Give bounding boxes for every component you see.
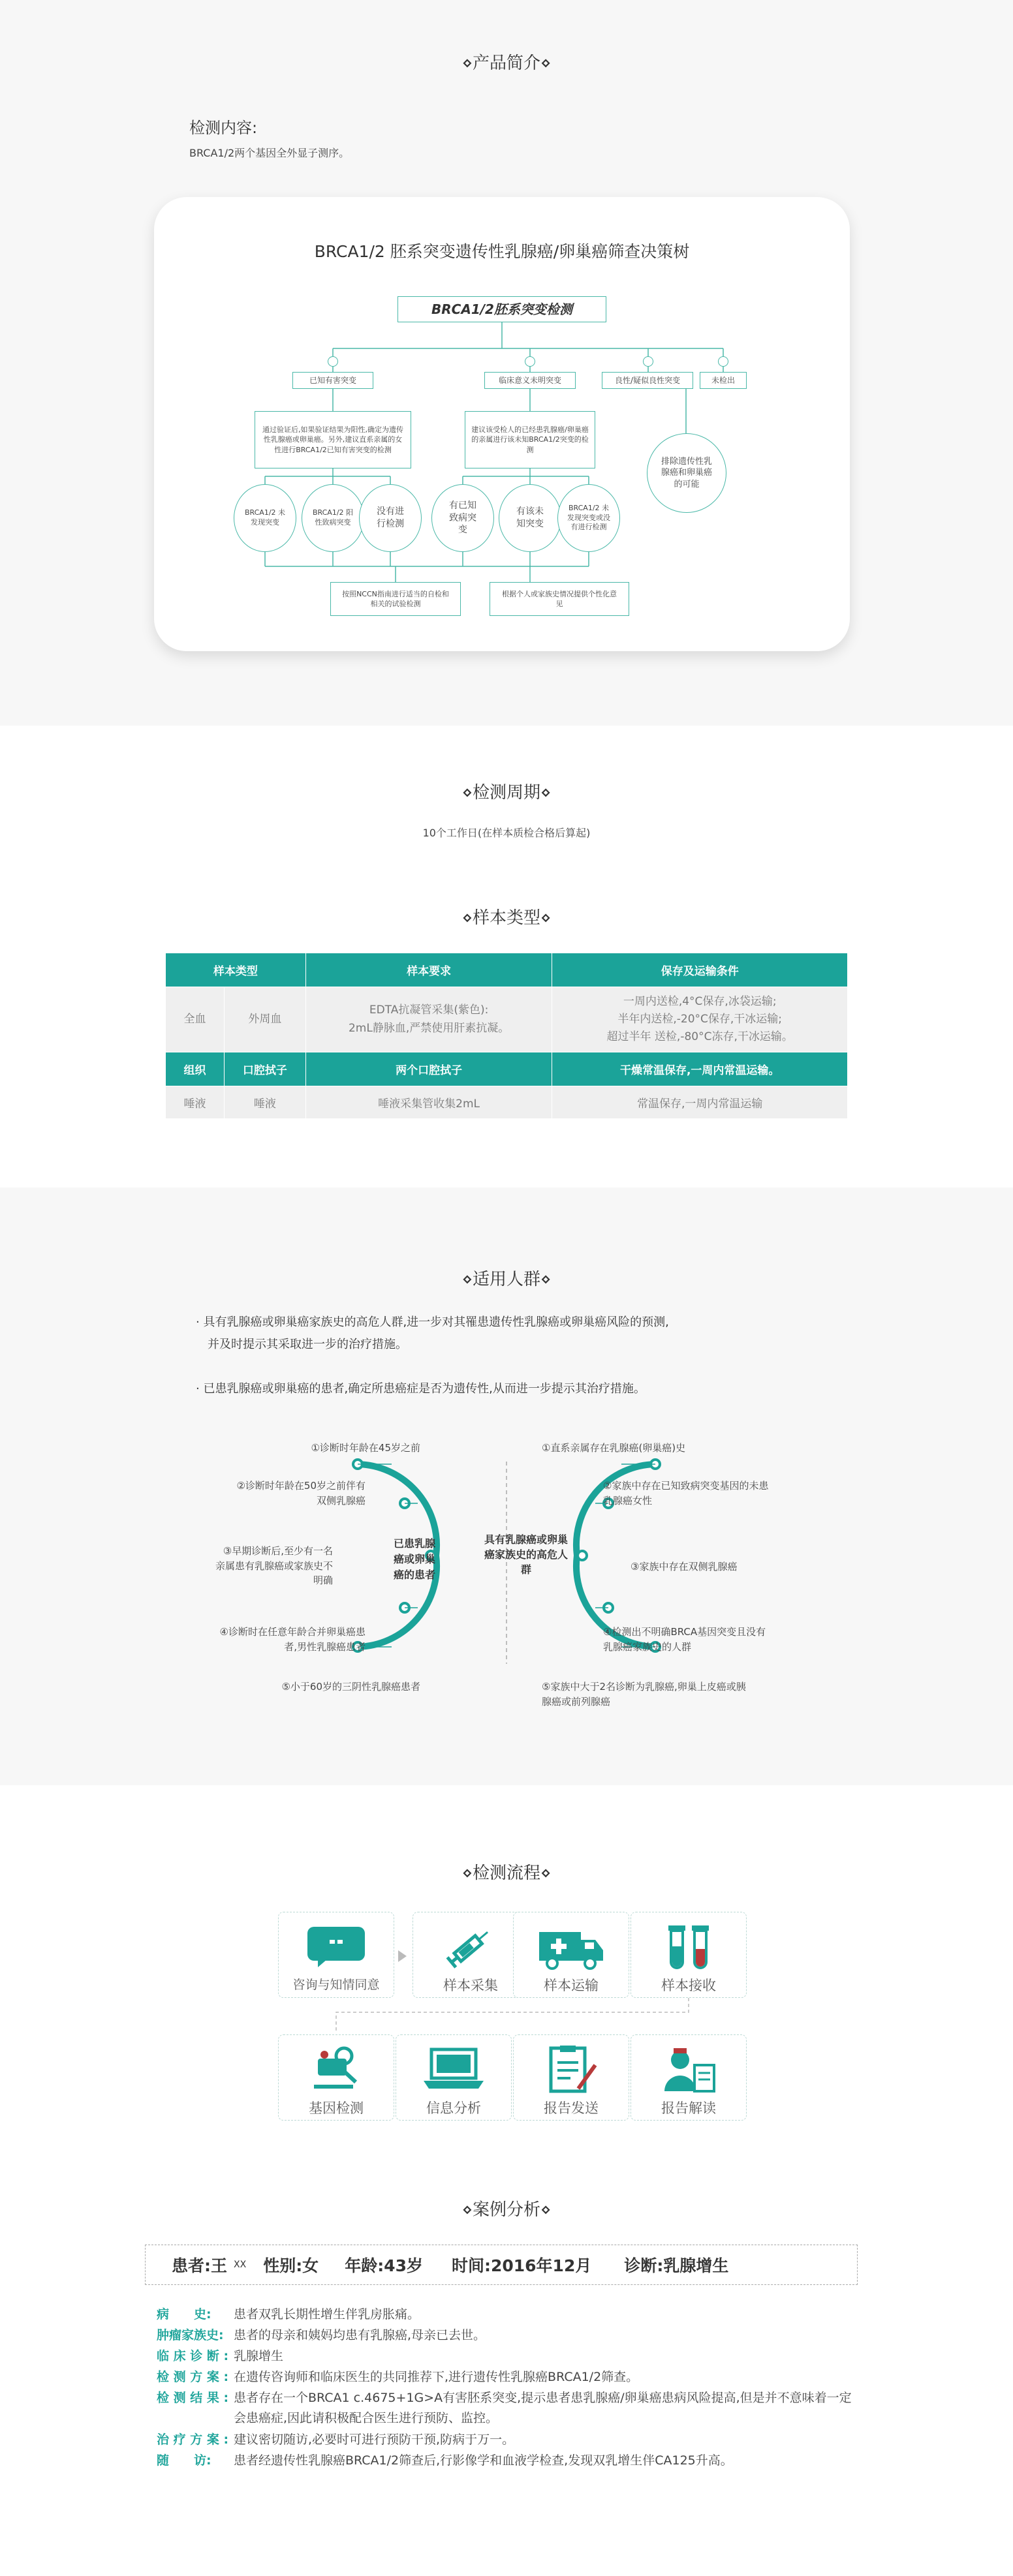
- sample-header-row: [166, 953, 848, 987]
- case-value: 患者的母亲和姨妈均患有乳腺癌,母亲已去世。: [234, 2328, 486, 2342]
- cond-line: 一周内送检,4°C保存,冰袋运输;: [623, 994, 777, 1008]
- right-item: ③家族中存在双侧乳腺癌: [631, 1561, 738, 1572]
- cell-storage: 常温保存,一周内常温运输: [552, 1086, 848, 1119]
- cell-requirement: 唾液采集管收集2mL: [305, 1086, 552, 1119]
- right-item: ④检测出不明确BRCA基因突变且没有乳腺癌家族史的人群: [603, 1626, 766, 1653]
- cell-type: 唾液: [166, 1086, 225, 1119]
- step-label: 样本接收: [661, 1978, 716, 1993]
- branch-known-harmful: 已知有害突变: [292, 372, 373, 389]
- period-text: 10个工作日(在样本质检合格后算起): [422, 827, 591, 839]
- step-label: 样本运输: [544, 1978, 599, 1993]
- sample-heading: ⋄样本类型⋄: [461, 908, 552, 928]
- step-label: 报告解读: [661, 2100, 716, 2116]
- tree-title: BRCA1/2 胚系突变遗传性乳腺癌/卵巢癌筛查决策树: [314, 242, 690, 261]
- branch-not-detected: 未检出: [700, 372, 747, 389]
- cell-subtype: 外周血: [224, 987, 305, 1052]
- case-value: 患者存在一个BRCA1 c.4675+1G>A有害胚系突变,提示患者患乳腺癌/卵巢癌患病风险提高,但是并不意味着一定会患癌症,因此请积极配合医生进行预防、监控。: [234, 2391, 852, 2426]
- chat-icon: [305, 1923, 367, 1969]
- product-intro-section: [0, 0, 1013, 726]
- tree-node-dot: [643, 356, 653, 367]
- case-key: 肿瘤家族史:: [157, 2328, 224, 2342]
- sample-header-row-2: [166, 1052, 848, 1086]
- bullet-1a: · 具有乳腺癌或卵巢癌家族史的高危人群,进一步对其罹患遗传性乳腺癌或卵巢癌风险的预测,: [196, 1315, 669, 1329]
- left-item: ③早期诊断后,至少有一名亲属患有乳腺癌或家族史不明确: [215, 1545, 334, 1586]
- case-value: 乳腺增生: [234, 2349, 284, 2363]
- left-item: ①诊断时年龄在45岁之前: [311, 1442, 420, 1454]
- step-label: 咨询与知情同意: [292, 1978, 380, 1992]
- population-heading: ⋄适用人群⋄: [461, 1270, 552, 1289]
- step-label: 报告发送: [544, 2100, 599, 2116]
- table-row: [166, 1086, 848, 1119]
- left-center-label: 已患乳腺癌或卵巢癌的患者: [393, 1537, 435, 1581]
- req-line: EDTA抗凝管采集(紫色):: [369, 1004, 489, 1017]
- patient-diagnosis: 诊断:乳腺增生: [624, 2256, 729, 2275]
- case-key: 临 床 诊 断 :: [157, 2349, 229, 2363]
- case-value: 在遗传咨询师和临床医生的共同推荐下,进行遗传性乳腺癌BRCA1/2筛查。: [234, 2370, 639, 2384]
- step-report-send: [513, 2034, 629, 2121]
- tree-circle-no-mutation: BRCA1/2 未发现突变: [234, 484, 296, 552]
- th-tissue: 组织: [166, 1052, 225, 1086]
- step-receive: [631, 1912, 747, 1998]
- step-consent: [278, 1912, 394, 1998]
- arrow-icon: [398, 1950, 407, 1962]
- tree-node-dot: [525, 356, 535, 367]
- right-center-label: 具有乳腺癌或卵巢癌家族史的高危人群: [484, 1533, 569, 1576]
- branch-benign: 良性/疑似良性突变: [602, 372, 693, 389]
- product-intro-heading: ⋄产品简介⋄: [461, 54, 552, 73]
- th-dry-storage: 干燥常温保存,一周内常温运输。: [552, 1052, 848, 1086]
- patient-time: 时间:2016年12月: [451, 2256, 592, 2275]
- note-exclude: 排除遗传性乳腺癌和卵巢癌的可能: [647, 433, 726, 513]
- case-key: 检 测 方 案 :: [157, 2370, 229, 2384]
- cond-line: 超过半年 送检,-80°C冻存,干冰运输。: [606, 1030, 793, 1044]
- case-key: 随 访:: [157, 2453, 211, 2468]
- case-key: 治 疗 方 案 :: [157, 2432, 229, 2447]
- tree-node-dot: [328, 356, 338, 367]
- step-report-interpret: [631, 2034, 747, 2121]
- cell-storage: [552, 987, 848, 1052]
- case-value: 患者经遗传性乳腺癌BRCA1/2筛查后,行影像学和血液学检查,发现双乳增生伴CA125升高。: [234, 2453, 733, 2468]
- left-item: ④诊断时在任意年龄合并卵巢癌患者,男性乳腺癌患者: [219, 1626, 366, 1653]
- tree-root: BRCA1/2胚系突变检测: [397, 296, 606, 322]
- decision-tree-card: [154, 197, 850, 651]
- step-gene-test: [278, 2034, 394, 2121]
- tree-circle-positive: BRCA1/2 阳性致病突变: [302, 484, 364, 552]
- cell-requirement: [305, 987, 552, 1052]
- period-heading: ⋄检测周期⋄: [461, 783, 552, 803]
- note-known-harmful: 通过验证后,如果验证结果为阳性,确定为遗传性乳腺癌或卵巢癌。另外,建议直系亲属的女性进行BRCA1/2已知有害突变的检测: [255, 411, 411, 468]
- population-diagram: [0, 1435, 1013, 1762]
- tree-circle-known: 有已知致病突变: [431, 484, 494, 552]
- report-icon: [542, 2046, 600, 2095]
- case-patient-bar: [145, 2245, 858, 2285]
- case-key: 检 测 结 果 :: [157, 2391, 229, 2405]
- case-heading: ⋄案例分析⋄: [461, 2200, 552, 2220]
- th-swab: 口腔拭子: [224, 1052, 305, 1086]
- bullet-1b: 并及时提示其采取进一步的治疗措施。: [208, 1338, 407, 1351]
- cell-type: 全血: [166, 987, 225, 1052]
- right-item: ①直系亲属存在乳腺癌(卵巢癌)史: [542, 1442, 686, 1454]
- th-storage: 保存及运输条件: [552, 953, 848, 987]
- left-item: ⑤小于60岁的三阴性乳腺癌患者: [281, 1681, 420, 1693]
- content-label: 检测内容:: [189, 119, 258, 137]
- content-text: BRCA1/2两个基因全外显子测序。: [189, 147, 350, 159]
- case-value: 患者双乳长期性增生伴乳房胀痛。: [234, 2307, 420, 2322]
- note-unknown: 建议该受检人的已经患乳腺癌/卵巢癌的亲属进行该未知BRCA1/2突变的检测: [465, 411, 595, 468]
- bullet-2: · 已患乳腺癌或卵巢癌的患者,确定所患癌症是否为遗传性,从而进一步提示其治疗措施。: [196, 1382, 646, 1396]
- process-connector: [0, 1997, 1013, 2036]
- th-two-swabs: 两个口腔拭子: [305, 1052, 552, 1086]
- tree-node-dot: [718, 356, 728, 367]
- patient-age: 年龄:43岁: [345, 2256, 423, 2275]
- step-transport: [513, 1912, 629, 1998]
- req-line: 2mL静脉血,严禁使用肝素抗凝。: [348, 1021, 510, 1035]
- patient-gender: 性别:女: [263, 2256, 319, 2275]
- tree-circle-not-tested: 没有进行检测: [359, 484, 422, 552]
- case-key: 病 史:: [157, 2307, 211, 2322]
- doctor-icon: [659, 2046, 718, 2095]
- patient-name: 患者:王: [172, 2256, 227, 2275]
- tree-circle-has-unknown: 有该未知突变: [499, 484, 561, 552]
- cell-subtype: 唾液: [224, 1086, 305, 1119]
- right-item: ②家族中存在已知致病突变基因的未患乳腺癌女性: [603, 1480, 769, 1507]
- step-label: 信息分析: [426, 2100, 481, 2116]
- microscope-icon: [305, 2046, 367, 2095]
- branch-unknown-significance: 临床意义未明突变: [484, 372, 576, 389]
- tree-circle-none: BRCA1/2 未发现突变或没有进行检测: [557, 484, 620, 552]
- case-value: 建议密切随访,必要时可进行预防干预,防病于万一。: [234, 2432, 515, 2447]
- step-sampling: [413, 1912, 529, 1998]
- population-section: [0, 1188, 1013, 1785]
- process-heading: ⋄检测流程⋄: [461, 1863, 552, 1883]
- bottom-personal: 根据个人或家族史情况提供个性化意见: [490, 582, 629, 616]
- left-item: ②诊断时年龄在50岁之前伴有双侧乳腺癌: [236, 1480, 366, 1507]
- th-sample-type: 样本类型: [166, 953, 306, 987]
- syringe-icon: [444, 1923, 497, 1970]
- patient-xx: XX: [234, 2260, 247, 2270]
- step-analysis: [396, 2034, 512, 2121]
- cond-line: 半年内送检,-20°C保存,干冰运输;: [617, 1012, 783, 1026]
- th-requirement: 样本要求: [305, 953, 552, 987]
- sample-table: [165, 953, 848, 1119]
- step-label: 基因检测: [309, 2100, 364, 2116]
- test-tubes-icon: [659, 1923, 718, 1971]
- step-label: 样本采集: [443, 1978, 498, 1993]
- laptop-icon: [421, 2046, 486, 2093]
- ambulance-icon: [535, 1923, 607, 1970]
- bottom-nccn: 按照NCCN指南进行适当的自检和相关的试验检测: [330, 582, 461, 616]
- table-row: [166, 987, 848, 1052]
- right-item: ⑤家族中大于2名诊断为乳腺癌,卵巢上皮癌或胰腺癌或前列腺癌: [542, 1681, 746, 1708]
